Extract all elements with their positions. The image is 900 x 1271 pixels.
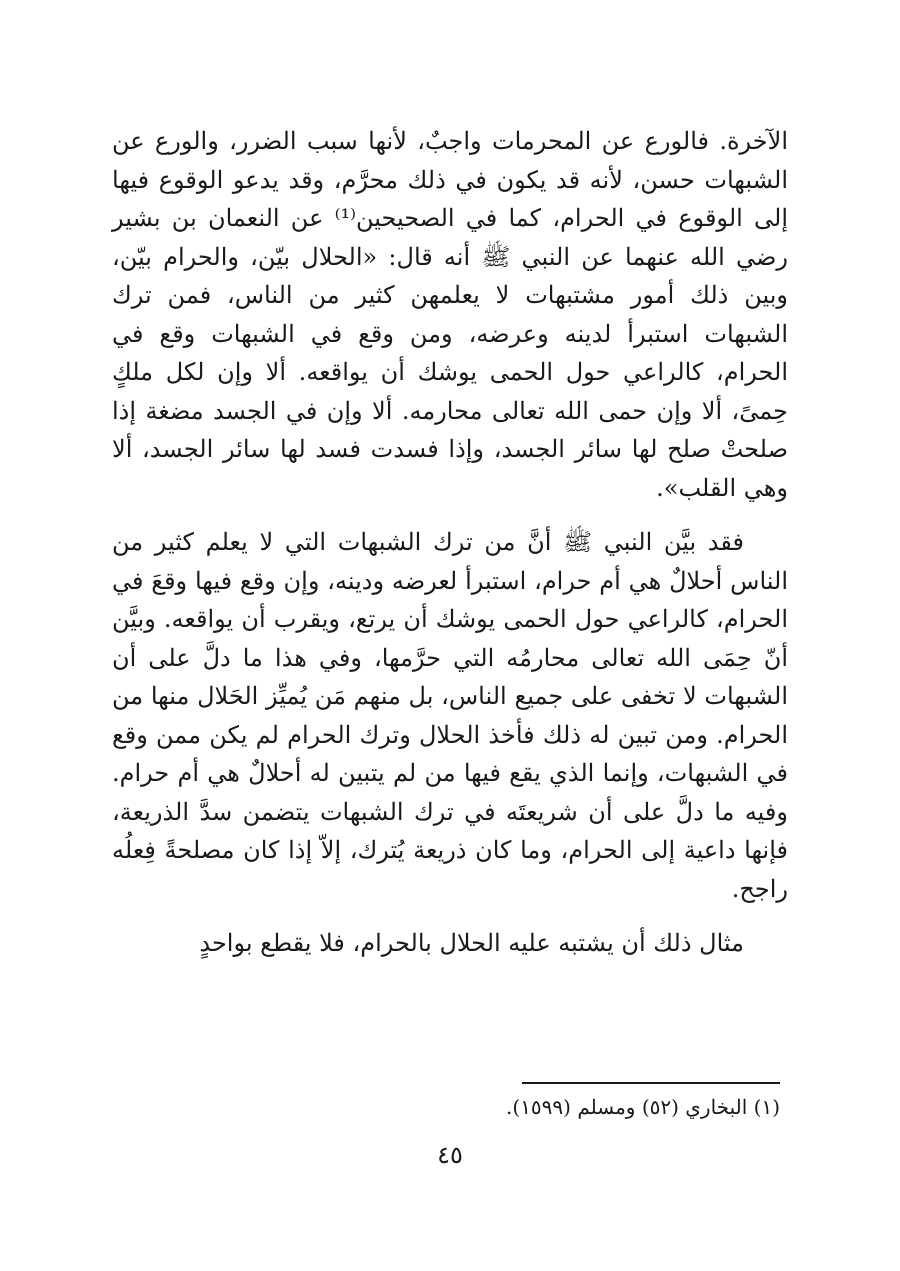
- paragraph-3: مثال ذلك أن يشتبه عليه الحلال بالحرام، فلا يقطع بواحدٍ: [199, 929, 744, 957]
- footnote: (١) البخاري (٥٢) ومسلم (١٥٩٩).: [506, 1095, 780, 1119]
- page-number: ٤٥: [437, 1141, 463, 1169]
- main-text: [112, 122, 788, 963]
- footnote-divider: [522, 1082, 780, 1084]
- paragraph-1: الآخرة. فالورع عن المحرمات واجبٌ، لأنها سبب الضرر، والورع عن الشبهات حسن، لأنه قد يكون في ذلك محرَّم، وقد يدعو الوقوع فيها إلى الوقوع في الحرام، كما في الصحيحين⁽¹⁾ عن النعمان بن بشير رضي الله عنهما عن النبي ﷺ أنه قال: «الحلال بيّن، والحرام بيّن، وبين ذلك أمور مشتبهات لا يعلمهن كثير من الناس، فمن ترك الشبهات استبرأ لدينه وعرضه، ومن وقع في الشبهات وقع في الحرام، كالراعي حول الحمى يوشك أن يواقعه. ألا وإن لكل ملكٍ حِمىً، ألا وإن حمى الله تعالى محارمه. ألا وإن في الجسد مضغة إذا صلحتْ صلح لها سائر الجسد، وإذا فسدت فسد لها سائر الجسد، ألا وهي القلب».: [112, 127, 789, 502]
- paragraph-2: فقد بيَّن النبي ﷺ أنَّ من ترك الشبهات التي لا يعلم كثير من الناس أحلالٌ هي أم حرام، استبرأ لعرضه ودينه، وإن وقع فيها وقعَ في الحرام، كالراعي حول الحمى يوشك أن يرتع، ويقرب أن يواقعه. وبيَّن أنّ حِمَى الله تعالى محارمُه التي حرَّمها، وفي هذا ما دلَّ على أن الشبهات لا تخفى على جميع الناس، بل منهم مَن يُميِّز الحَلال منها من الحرام. ومن تبين له ذلك فأخذ الحلال وترك الحرام لم يكن ممن وقع في الشبهات، وإنما الذي يقع فيها من لم يتبين له أحلالٌ هي أم حرام. وفيه ما دلَّ على أن شريعتَه في ترك الشبهات يتضمن سدَّ الذريعة، فإنها داعية إلى الحرام، وما كان ذريعة يُترك، إلاّ إذا كان مصلحةً فِعلُه راجح.: [112, 528, 788, 903]
